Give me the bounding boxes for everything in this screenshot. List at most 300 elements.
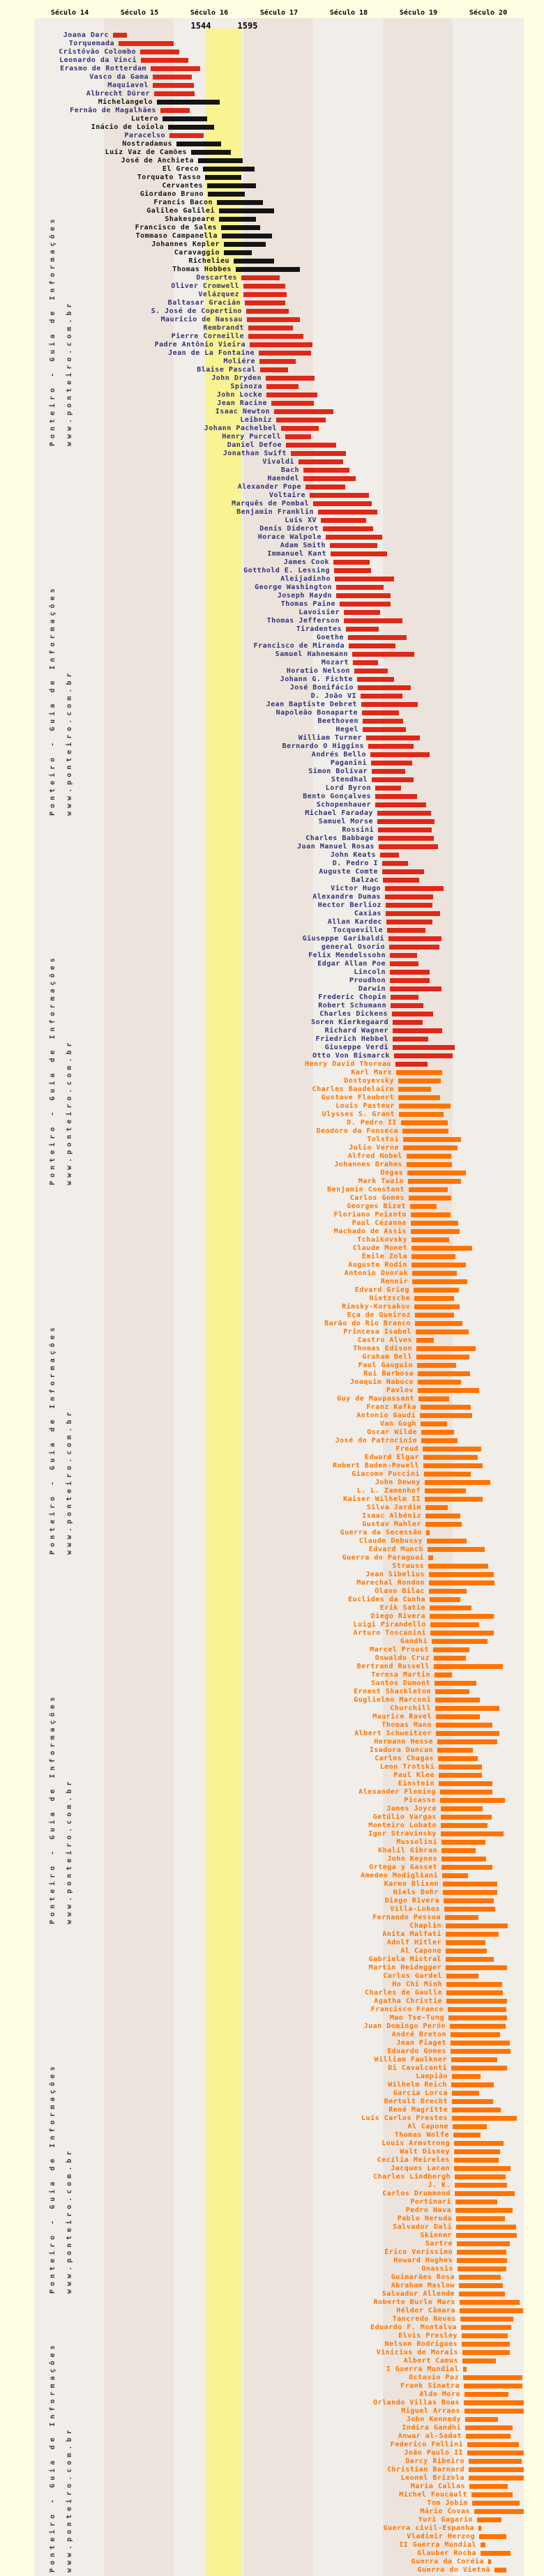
- lifespan-bar: [321, 518, 366, 523]
- lifespan-bar: [375, 786, 401, 791]
- person-label: Albert Camus: [403, 2357, 458, 2365]
- lifespan-bar: [340, 602, 391, 607]
- lifespan-bar: [446, 1940, 485, 1945]
- lifespan-bar: [414, 1296, 454, 1301]
- person-label: Francis Bacon: [153, 199, 213, 206]
- person-label: Johann Pachelbel: [204, 425, 277, 432]
- lifespan-bar: [371, 761, 412, 765]
- person-label: Émile Zola: [361, 1253, 407, 1260]
- lifespan-bar: [433, 1647, 469, 1652]
- lifespan-bar: [346, 627, 379, 632]
- person-label: Giuseppe Garibaldi: [302, 935, 384, 943]
- lifespan-bar: [303, 476, 356, 481]
- lifespan-bar: [390, 986, 441, 991]
- person-label: Benjamin Franklin: [236, 508, 314, 516]
- lifespan-bar: [451, 2049, 511, 2054]
- person-label: Goethe: [316, 634, 344, 641]
- lifespan-bar: [394, 1053, 453, 1058]
- person-label: Richelieu: [188, 257, 229, 265]
- person-label: Hermann Hesse: [374, 1738, 433, 1746]
- person-label: James Joyce: [386, 1805, 437, 1813]
- lifespan-bar: [246, 309, 289, 314]
- century-label: Século 18: [329, 9, 368, 17]
- person-label: Ortega y Gasset: [369, 1864, 437, 1871]
- person-label: René Magritte: [388, 2106, 448, 2114]
- person-label: Agatha Christie: [374, 1997, 442, 2005]
- person-label: Charles de Gaulle: [365, 1989, 442, 1997]
- lifespan-bar: [380, 853, 399, 858]
- century-label: Século 14: [50, 9, 89, 17]
- person-label: Bento Gonçalves: [303, 793, 371, 800]
- lifespan-bar: [274, 409, 333, 414]
- lifespan-bar: [446, 1990, 503, 1995]
- lifespan-bar: [393, 1028, 442, 1033]
- lifespan-bar: [488, 2559, 491, 2564]
- person-label: André Breton: [391, 2031, 446, 2038]
- lifespan-bar: [454, 2166, 511, 2171]
- lifespan-bar: [243, 284, 285, 289]
- lifespan-bar: [222, 234, 272, 238]
- lifespan-bar: [334, 568, 371, 573]
- person-label: Horace Walpole: [257, 533, 322, 541]
- lifespan-bar: [241, 275, 280, 280]
- person-label: Dostoyevsky: [344, 1077, 394, 1085]
- lifespan-bar: [467, 2451, 524, 2455]
- lifespan-bar: [451, 2066, 507, 2071]
- person-label: Karl Marx: [351, 1069, 392, 1076]
- lifespan-bar: [366, 736, 420, 740]
- person-label: Henry David Thoreau: [305, 1060, 391, 1068]
- lifespan-bar: [390, 961, 418, 966]
- lifespan-bar: [395, 1062, 428, 1067]
- person-label: Alexander Fleming: [358, 1788, 436, 1796]
- person-label: Mauricio de Nassau: [160, 316, 243, 323]
- lifespan-bar: [428, 1555, 433, 1560]
- person-label: Victor Hugo: [331, 885, 381, 892]
- person-label: Schopenhauer: [316, 801, 371, 809]
- person-label: Leonardo da Vinci: [59, 56, 137, 64]
- person-label: Carlos Chagas: [375, 1755, 434, 1762]
- lifespan-bar: [221, 225, 260, 230]
- lifespan-bar: [441, 1823, 488, 1828]
- person-label: Marquês de Pombal: [232, 500, 309, 508]
- lifespan-bar: [361, 702, 418, 707]
- lifespan-bar: [453, 2124, 487, 2129]
- lifespan-bar: [416, 1329, 469, 1334]
- lifespan-bar: [391, 995, 418, 1000]
- lifespan-bar: [429, 1580, 494, 1585]
- lifespan-bar: [372, 769, 405, 774]
- person-label: Antonio Gaudí: [356, 1412, 416, 1419]
- person-label: Julio Verne: [349, 1144, 399, 1152]
- person-label: Galileo Galilei: [146, 207, 215, 215]
- person-label: John Kennedy: [406, 2416, 461, 2423]
- lifespan-bar: [418, 1371, 470, 1376]
- person-label: Tolstoi: [367, 1136, 399, 1143]
- sidebar-url-text: www.ponteiro.com.br: [66, 300, 73, 446]
- person-label: Allan Kardec: [327, 918, 382, 926]
- lifespan-bar: [430, 1606, 471, 1610]
- person-label: Vladimir Herzog: [407, 2533, 475, 2540]
- lifespan-bar: [469, 2476, 524, 2480]
- person-label: Sartre: [425, 2240, 453, 2248]
- person-label: Horatio Nelson: [286, 667, 350, 675]
- person-label: Guerra do Vietnã: [417, 2566, 490, 2574]
- person-label: Olavo Bilac: [375, 1587, 425, 1595]
- person-label: Yuri Gagarin: [418, 2516, 473, 2524]
- person-label: Leon Trotski: [379, 1763, 435, 1771]
- lifespan-bar: [416, 1338, 434, 1343]
- lifespan-bar: [382, 869, 424, 874]
- lifespan-bar: [451, 2082, 494, 2087]
- person-label: Gustave Flaubert: [321, 1094, 394, 1102]
- person-label: Guimarães Rosa: [391, 2273, 455, 2281]
- person-label: Isadora Duncan: [369, 1746, 433, 1754]
- lifespan-bar: [425, 1480, 490, 1485]
- lifespan-bar: [441, 1815, 492, 1820]
- person-label: Andrés Bello: [311, 751, 366, 759]
- person-label: Moliére: [223, 358, 255, 365]
- person-label: Gabriela Mistral: [368, 1956, 441, 1963]
- person-label: Guerra da Secessão: [340, 1529, 422, 1537]
- lifespan-bar: [463, 2375, 522, 2380]
- lifespan-bar: [452, 2091, 479, 2096]
- lifespan-bar: [266, 393, 317, 397]
- person-label: Johannes Kepler: [151, 241, 220, 248]
- person-label: Giordano Bruno: [139, 190, 204, 198]
- lifespan-bar: [426, 1530, 430, 1535]
- lifespan-bar: [407, 1154, 451, 1159]
- person-label: Jonathan Swift: [222, 450, 287, 457]
- person-label: William Turner: [298, 734, 362, 742]
- lifespan-bar: [438, 1756, 478, 1761]
- lifespan-bar: [462, 2350, 510, 2355]
- lifespan-bar: [417, 1363, 456, 1368]
- lifespan-bar: [336, 585, 384, 590]
- person-label: Tancredo Neves: [392, 2315, 456, 2323]
- person-label: John Locke: [216, 391, 262, 399]
- lifespan-bar: [427, 1539, 467, 1544]
- person-label: Denis Diderot: [259, 525, 319, 533]
- person-label: Princesa Isabel: [343, 1328, 411, 1336]
- person-label: Inácio de Loiola: [91, 123, 164, 131]
- lifespan-bar: [477, 2517, 501, 2522]
- lifespan-bar: [305, 485, 345, 489]
- person-label: Marcel Proust: [370, 1646, 429, 1654]
- lifespan-bar: [446, 1999, 507, 2004]
- lifespan-bar: [454, 2149, 500, 2154]
- lifespan-bar: [464, 2409, 524, 2414]
- lifespan-bar: [423, 1455, 478, 1460]
- sidebar-url-text: www.ponteiro.com.br: [66, 2147, 73, 2294]
- person-label: João Paulo II: [404, 2449, 463, 2457]
- lifespan-bar: [474, 2509, 524, 2514]
- lifespan-bar: [453, 2133, 481, 2137]
- person-label: Christian Barnard: [387, 2466, 464, 2474]
- person-label: Hélder Câmara: [396, 2307, 455, 2315]
- lifespan-bar: [207, 183, 256, 188]
- person-label: Henry Purcell: [222, 433, 281, 441]
- sidebar-brand-text: Ponteiro - Guia de Informações: [49, 1693, 56, 1924]
- lifespan-bar: [344, 610, 380, 615]
- sidebar-brand-text: Ponteiro - Guia de Informações: [49, 954, 56, 1185]
- person-label: Voltaire: [269, 491, 305, 499]
- person-label: Leibniz: [240, 416, 272, 424]
- person-label: Churchill: [390, 1705, 431, 1712]
- person-label: José do Patrocínio: [335, 1437, 417, 1445]
- person-label: Pierre Corneille: [171, 333, 244, 340]
- lifespan-bar: [446, 1949, 487, 1953]
- person-label: George Washington: [255, 584, 332, 591]
- person-label: Haendel: [267, 475, 299, 482]
- person-label: Guy de Maupassant: [337, 1395, 414, 1403]
- sidebar-brand-text: Ponteiro - Guia de Informações: [49, 1324, 56, 1555]
- lifespan-bar: [217, 200, 263, 205]
- person-label: Lavoisier: [299, 609, 340, 616]
- person-label: Guglielmo Marconi: [354, 1696, 431, 1704]
- lifespan-bar: [469, 2484, 508, 2489]
- lifespan-bar: [141, 58, 188, 63]
- person-label: Vinícius de Morais: [376, 2349, 458, 2356]
- lifespan-bar: [469, 2467, 524, 2472]
- person-label: Tiradentes: [296, 625, 342, 633]
- lifespan-bar: [333, 560, 370, 565]
- person-label: Pablo Neruda: [397, 2215, 452, 2223]
- person-label: Tom Jobim: [427, 2499, 468, 2507]
- person-label: II Guerra Mundial: [399, 2541, 476, 2549]
- lifespan-bar: [378, 836, 434, 841]
- lifespan-bar: [352, 652, 414, 657]
- highlight-start-year-label: 1544: [190, 21, 211, 31]
- person-label: Immanuel Kant: [267, 550, 326, 558]
- sidebar-brand-text: Ponteiro - Guia de Informações: [49, 585, 56, 816]
- lifespan-bar: [378, 828, 432, 832]
- person-label: Frank Sinatra: [400, 2382, 460, 2390]
- lifespan-bar: [452, 2099, 493, 2104]
- person-label: Isaac Albéniz: [362, 1512, 421, 1520]
- lifespan-bar: [451, 2041, 510, 2045]
- person-label: Padre Antônio Vieira: [154, 341, 245, 349]
- lifespan-bar: [383, 878, 419, 883]
- lifespan-bar: [234, 259, 274, 264]
- person-label: Samuel Hahnemann: [275, 650, 348, 658]
- person-label: Barão do Rio Branco: [324, 1320, 411, 1327]
- lifespan-bar: [430, 1622, 479, 1627]
- person-label: Charles Dickens: [319, 1010, 388, 1018]
- lifespan-bar: [361, 694, 402, 699]
- person-label: Niels Bohr: [393, 1889, 439, 1896]
- person-label: Darcy Ribeiro: [405, 2457, 464, 2465]
- person-label: Einstein: [398, 1780, 435, 1788]
- lifespan-bar: [445, 1915, 478, 1920]
- person-label: Mário Covas: [420, 2508, 470, 2515]
- person-label: Michael Faraday: [305, 809, 373, 817]
- person-label: Thomas Jefferson: [266, 617, 340, 625]
- lifespan-bar: [415, 1321, 462, 1326]
- person-label: José de Anchieta: [121, 157, 194, 165]
- person-label: Auguste Rodin: [348, 1261, 407, 1269]
- person-label: Deodoro da Fonseca: [316, 1127, 398, 1135]
- person-label: Johann G. Fichte: [280, 676, 353, 683]
- sidebar-url-text: www.ponteiro.com.br: [66, 669, 73, 816]
- lifespan-bar: [471, 2492, 513, 2497]
- person-label: Thomas Hobbes: [172, 266, 232, 273]
- lifespan-bar: [260, 367, 288, 372]
- person-label: Paul Gauguin: [358, 1362, 413, 1369]
- lifespan-bar: [457, 2241, 510, 2246]
- lifespan-bar: [396, 1070, 442, 1075]
- person-label: Michel Foucault: [399, 2491, 467, 2499]
- person-label: Robert Schumann: [318, 1002, 386, 1009]
- person-label: Bertolt Brecht: [384, 2098, 448, 2105]
- lifespan-bar: [439, 1773, 482, 1778]
- person-label: Pedro Nava: [405, 2207, 451, 2214]
- lifespan-bar: [402, 1129, 448, 1134]
- century-label: Século 15: [120, 9, 159, 17]
- person-label: Thomas Mann: [381, 1721, 432, 1729]
- person-label: Paul Klee: [393, 1771, 435, 1779]
- lifespan-bar: [454, 2141, 504, 2146]
- lifespan-bar: [386, 911, 440, 916]
- person-label: Maria Callas: [410, 2483, 465, 2490]
- person-label: Oswaldo Cruz: [375, 1654, 430, 1662]
- person-label: John Keynes: [387, 1855, 437, 1863]
- person-label: Khalil Gibran: [378, 1847, 437, 1854]
- lifespan-bar: [393, 1037, 428, 1042]
- lifespan-bar: [299, 459, 343, 464]
- person-label: general Osorio: [321, 943, 385, 951]
- lifespan-bar: [392, 1012, 433, 1016]
- person-label: Wilhelm Reich: [388, 2081, 447, 2089]
- lifespan-bar: [415, 1313, 454, 1318]
- lifespan-bar: [113, 33, 127, 38]
- person-label: Octavio Paz: [409, 2374, 459, 2381]
- lifespan-bar: [441, 1848, 476, 1853]
- lifespan-bar: [385, 894, 433, 899]
- lifespan-bar: [423, 1463, 483, 1468]
- person-label: Thomas Paine: [280, 600, 335, 608]
- lifespan-bar: [455, 2208, 513, 2213]
- person-label: Balzac: [351, 876, 379, 884]
- lifespan-bar: [160, 108, 190, 113]
- lifespan-bar: [430, 1631, 494, 1636]
- person-label: Igor Stravinsky: [368, 1830, 437, 1838]
- sidebar-url-text: www.ponteiro.com.br: [66, 1039, 73, 1185]
- lifespan-bar: [465, 2425, 513, 2430]
- person-label: Bernardo O Higgins: [282, 742, 364, 750]
- person-label: Luigi Pirandello: [353, 1621, 426, 1629]
- sidebar-url-text: www.ponteiro.com.br: [66, 1408, 73, 1555]
- lifespan-bar: [456, 2225, 516, 2230]
- person-label: Juan Manuel Rosas: [297, 843, 375, 851]
- lifespan-bar: [276, 418, 326, 422]
- lifespan-bar: [140, 49, 179, 54]
- lifespan-bar: [281, 426, 319, 431]
- lifespan-bar: [455, 2191, 515, 2196]
- lifespan-bar: [435, 1698, 480, 1702]
- lifespan-bar: [436, 1723, 492, 1728]
- lifespan-bar: [460, 2317, 513, 2322]
- lifespan-bar: [456, 2216, 505, 2221]
- lifespan-bar: [163, 116, 207, 121]
- person-label: Érico Veríssimo: [384, 2248, 453, 2256]
- lifespan-bar: [446, 1974, 478, 1979]
- person-label: Spinoza: [230, 383, 262, 390]
- person-label: Velázquez: [198, 291, 239, 298]
- person-label: Napoleão Bonaparte: [275, 709, 358, 717]
- person-label: Monteiro Lobato: [368, 1822, 437, 1829]
- person-label: Vasco da Gama: [89, 73, 149, 81]
- lifespan-bar: [353, 660, 378, 665]
- person-label: Rimsky-Korsakov: [342, 1303, 410, 1311]
- lifespan-bar: [435, 1706, 499, 1711]
- lifespan-bar: [444, 1907, 495, 1912]
- person-label: Carlos Drummond: [382, 2190, 451, 2197]
- person-label: Tchaikovsky: [357, 1236, 407, 1244]
- lifespan-bar: [441, 1857, 486, 1861]
- person-label: Euclides da Cunha: [348, 1596, 425, 1603]
- century-label: Século 16: [190, 9, 229, 17]
- lifespan-bar: [467, 2442, 519, 2447]
- person-label: Luíz Vaz de Camões: [105, 148, 187, 156]
- person-label: Bertrand Russell: [356, 1663, 430, 1670]
- person-label: John Dewey: [375, 1479, 421, 1486]
- lifespan-bar: [458, 2266, 506, 2271]
- lifespan-bar: [430, 1597, 460, 1602]
- lifespan-bar: [425, 1505, 448, 1510]
- lifespan-bar: [393, 1045, 455, 1050]
- lifespan-bar: [403, 1145, 458, 1150]
- person-label: Amedeo Modigliani: [361, 1872, 438, 1880]
- person-label: Gandhi: [400, 1638, 428, 1645]
- person-label: Lampião: [416, 2073, 448, 2080]
- lifespan-bar: [344, 618, 402, 623]
- lifespan-bar: [410, 1204, 437, 1209]
- person-label: Jean de La Fontaine: [168, 349, 255, 357]
- person-label: Di Cavalcanti: [388, 2064, 447, 2072]
- lifespan-bar: [448, 2007, 506, 2012]
- person-label: García Lorca: [393, 2089, 448, 2097]
- person-label: Joseph Haydn: [277, 592, 332, 600]
- person-label: D. João VI: [310, 692, 356, 700]
- lifespan-bar: [391, 1003, 423, 1008]
- lifespan-bar: [478, 2526, 481, 2531]
- person-label: John Dryden: [211, 374, 262, 382]
- lifespan-bar: [461, 2325, 511, 2330]
- person-label: Beethoven: [317, 717, 358, 725]
- person-label: Anita Malfati: [382, 1930, 441, 1938]
- person-label: Paganini: [330, 759, 367, 767]
- person-label: Michelangelo: [98, 98, 153, 106]
- person-label: Antonin Dvorak: [344, 1270, 408, 1277]
- person-label: Claude Debussy: [358, 1537, 423, 1545]
- person-label: Erasmo de Rotterdam: [60, 65, 146, 73]
- lifespan-bar: [377, 811, 431, 816]
- person-label: Oscar Wilde: [367, 1428, 417, 1436]
- person-label: Luís XV: [285, 517, 317, 524]
- lifespan-bar: [326, 535, 382, 540]
- person-label: Louis Pasteur: [335, 1102, 395, 1110]
- lifespan-bar: [409, 1187, 448, 1192]
- lifespan-bar: [428, 1547, 485, 1552]
- person-label: Friedrich Hebbel: [315, 1035, 388, 1043]
- lifespan-bar: [411, 1246, 472, 1251]
- lifespan-bar: [358, 685, 411, 690]
- person-label: Van Gogh: [379, 1420, 416, 1428]
- person-label: Lutero: [130, 115, 158, 123]
- person-label: Marechal Rondon: [356, 1579, 425, 1587]
- lifespan-bar: [375, 802, 426, 807]
